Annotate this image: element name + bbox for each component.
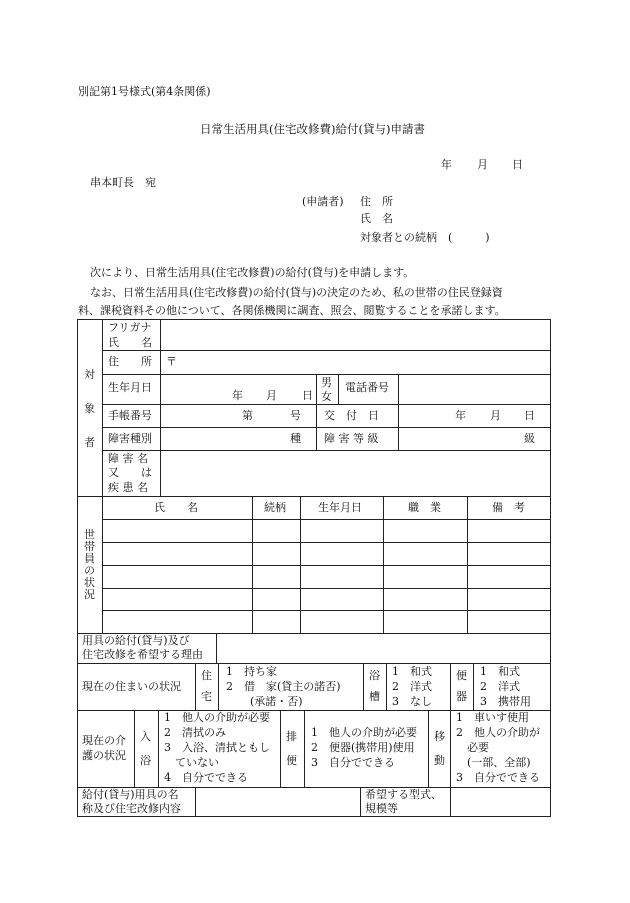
disease-label-1: 障 害 名 <box>108 452 148 465</box>
care-label-1: 現在の介 <box>82 734 126 747</box>
birthdate-label: 生年月日 <box>108 381 152 394</box>
issue-day-label: 日 <box>524 409 535 422</box>
handbook-number-field[interactable] <box>161 405 316 427</box>
care-move-option-2-detail: (一部、全部) <box>456 756 531 769</box>
care-bath-label-2: 浴 <box>140 754 151 767</box>
date-month-label: 月 <box>477 158 488 171</box>
subject-name-label: 氏 名 <box>108 336 152 349</box>
toilet-option-3[interactable]: 3 携帯用 <box>480 695 531 708</box>
subject-address-field[interactable] <box>161 351 550 374</box>
household-col-name: 氏 名 <box>154 501 198 514</box>
care-excretion-option-3[interactable]: 3 自分でできる <box>311 756 395 769</box>
care-excretion-label-2: 便 <box>286 754 297 767</box>
disability-type-shu: 種 <box>290 432 301 445</box>
subject-side-label-3: 者 <box>84 436 95 449</box>
relation-label: 対象者との続柄 ( ) <box>360 231 490 244</box>
care-bath-option-3[interactable]: 3 入浴、清拭ともし <box>164 741 270 754</box>
phone-field[interactable] <box>399 375 550 404</box>
disability-grade-field[interactable] <box>399 428 550 450</box>
household-side-label-6: 況 <box>84 588 95 601</box>
care-move-label-1: 移 <box>434 730 445 743</box>
care-excretion-option-2[interactable]: 2 便器(携帯用)使用 <box>311 741 415 754</box>
statement-line-1: 次により、日常生活用具(住宅改修費)の給付(貸与)を申請します。 <box>90 266 415 279</box>
household-row[interactable] <box>103 611 550 633</box>
date-year-label: 年 <box>441 158 452 171</box>
disability-type-label: 障害種別 <box>108 432 152 445</box>
handbook-number-label: 手帳番号 <box>108 409 152 422</box>
postal-mark: 〒 <box>166 355 177 368</box>
household-row[interactable] <box>103 543 550 565</box>
handbook-go-label: 号 <box>290 409 301 422</box>
care-bath-label-1: 入 <box>140 730 151 743</box>
applicant-label: (申請者) <box>302 195 344 208</box>
toilet-label-1: 便 <box>456 669 467 682</box>
subject-side-label-2: 象 <box>84 402 95 415</box>
residence-label: 現在の住まいの状況 <box>82 680 181 693</box>
birth-month-label: 月 <box>266 389 277 402</box>
applicant-name-label: 氏 名 <box>360 212 393 225</box>
care-move-option-2-cont: 必要 <box>456 741 489 754</box>
housing-label-1: 住 <box>201 669 212 682</box>
disease-name-field[interactable] <box>161 451 550 496</box>
housing-label-2: 宅 <box>201 690 212 703</box>
issue-month-label: 月 <box>490 409 501 422</box>
disability-grade-label: 障 害 等 級 <box>324 432 379 445</box>
equipment-field[interactable] <box>196 788 360 816</box>
household-side-label-3: 員 <box>84 552 95 565</box>
birth-year-label: 年 <box>232 389 243 402</box>
equipment-label-1: 給付(貸与)用具の名 <box>82 788 179 801</box>
birth-day-label: 日 <box>302 389 313 402</box>
statement-line-3: 料、課税資料その他について、各関係機関に調査、照会、閲覧することを承諾します。 <box>78 304 506 317</box>
household-side-label-1: 世 <box>84 528 95 541</box>
addressee: 串本町長 宛 <box>90 176 156 189</box>
disease-label-2: 又 は <box>108 466 152 479</box>
reason-field[interactable] <box>217 634 550 663</box>
model-label-1: 希望する型式、 <box>365 788 442 801</box>
statement-line-2: なお、日常生活用具(住宅改修費)の給付(貸与)の決定のため、私の世帯の住民登録資 <box>90 286 503 299</box>
form-number: 別記第1号様式(第4条関係) <box>78 85 211 98</box>
handbook-dai-label: 第 <box>242 409 253 422</box>
household-side-label-2: 帯 <box>84 540 95 553</box>
household-row[interactable] <box>103 566 550 588</box>
housing-option-2[interactable]: 2 借 家(貸主の諾否) <box>226 680 341 693</box>
bath-option-1[interactable]: 1 和式 <box>392 665 432 678</box>
care-excretion-label-1: 排 <box>286 730 297 743</box>
issue-date-label: 交 付 日 <box>324 409 379 422</box>
furigana-label: フリガナ <box>108 321 152 334</box>
household-side-label-5: 状 <box>84 576 95 589</box>
bath-option-2[interactable]: 2 洋式 <box>392 680 432 693</box>
birthdate-field[interactable] <box>161 375 316 404</box>
care-move-option-2[interactable]: 2 他人の介助が <box>456 726 540 739</box>
care-excretion-option-1[interactable]: 1 他人の介助が必要 <box>311 726 417 739</box>
household-col-notes: 備 考 <box>492 501 525 514</box>
disability-grade-kyu: 級 <box>524 432 535 445</box>
toilet-option-2[interactable]: 2 洋式 <box>480 680 520 693</box>
bath-option-3[interactable]: 3 なし <box>392 695 432 708</box>
care-bath-option-1[interactable]: 1 他人の介助が必要 <box>164 711 270 724</box>
disease-label-3: 疾 患 名 <box>108 481 148 494</box>
care-move-option-3[interactable]: 3 自分でできる <box>456 771 540 784</box>
subject-side-label-1: 対 <box>84 368 95 381</box>
form-title: 日常生活用具(住宅改修費)給付(貸与)申請書 <box>200 122 425 136</box>
reason-label-1: 用具の給付(貸与)及び <box>82 634 190 647</box>
household-col-relation: 続柄 <box>264 501 286 514</box>
bath-label-1: 浴 <box>369 669 380 682</box>
subject-address-label: 住 所 <box>108 355 152 368</box>
reason-label-2: 住宅改修を希望する理由 <box>82 648 203 661</box>
model-label-2: 規模等 <box>365 802 398 815</box>
model-field[interactable] <box>451 788 550 816</box>
disability-type-field[interactable] <box>161 428 316 450</box>
equipment-label-2: 称及び住宅改修内容 <box>82 802 181 815</box>
housing-option-2-consent[interactable]: (承諾・否) <box>250 695 303 708</box>
sex-male-label: 男 <box>321 376 332 389</box>
care-bath-option-2[interactable]: 2 清拭のみ <box>164 726 226 739</box>
applicant-address-label: 住 所 <box>360 195 393 208</box>
toilet-option-1[interactable]: 1 和式 <box>480 665 520 678</box>
phone-label: 電話番号 <box>345 381 389 394</box>
household-row[interactable] <box>103 589 550 610</box>
sex-female-label: 女 <box>321 390 332 403</box>
subject-name-field[interactable] <box>161 320 550 350</box>
toilet-label-2: 器 <box>456 690 467 703</box>
household-row[interactable] <box>103 520 550 542</box>
issue-date-field[interactable] <box>399 405 550 427</box>
bath-label-2: 槽 <box>369 690 380 703</box>
housing-option-1[interactable]: 1 持ち家 <box>226 665 277 678</box>
care-move-option-1[interactable]: 1 車いす使用 <box>456 711 529 724</box>
care-bath-option-3-cont: ていない <box>164 756 219 769</box>
date-day-label: 日 <box>512 158 523 171</box>
household-col-occupation: 職 業 <box>408 501 441 514</box>
care-label-2: 護の状況 <box>82 749 126 762</box>
household-col-birthdate: 生年月日 <box>318 501 362 514</box>
care-move-label-2: 動 <box>434 754 445 767</box>
issue-year-label: 年 <box>455 409 466 422</box>
household-side-label-4: の <box>84 564 95 577</box>
care-bath-option-4[interactable]: 4 自分でできる <box>164 771 248 784</box>
